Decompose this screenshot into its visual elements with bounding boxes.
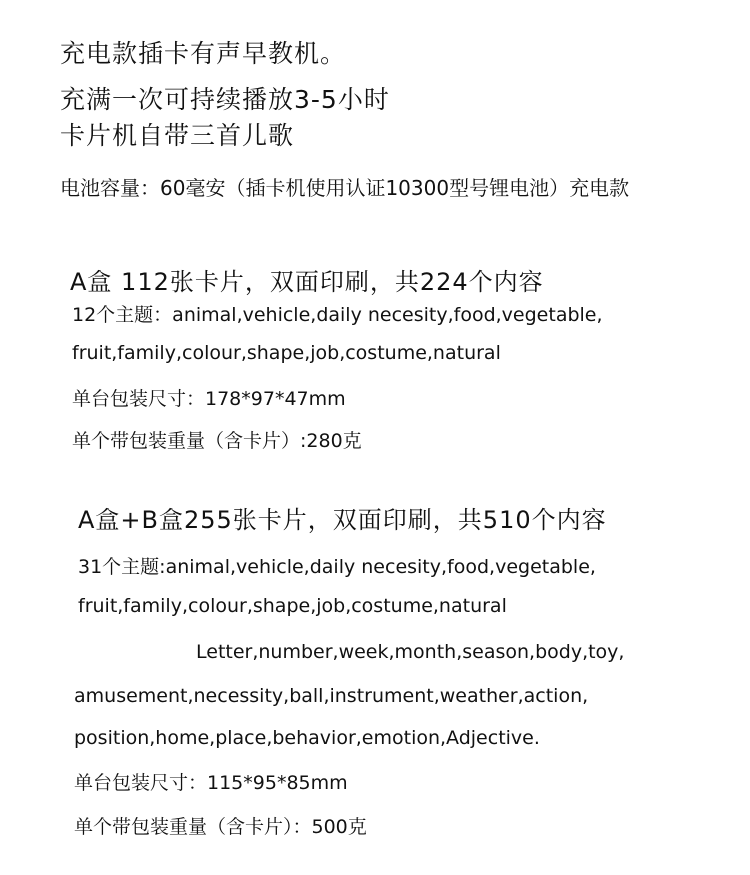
box-ab-size: 单台包装尺寸：115*95*85mm — [74, 772, 348, 794]
box-a-topics-2: fruit,family,colour,shape,job,costume,natural — [72, 342, 501, 364]
battery-capacity: 电池容量：60毫安（插卡机使用认证10300型号锂电池）充电款 — [60, 176, 630, 200]
box-ab-title: A盒+B盒255张卡片，双面印刷，共510个内容 — [78, 506, 607, 534]
box-a-title: A盒 112张卡片，双面印刷，共224个内容 — [70, 268, 544, 296]
box-ab-weight: 单个带包装重量（含卡片）：500克 — [74, 816, 367, 838]
box-a-weight: 单个带包装重量（含卡片）:280克 — [72, 430, 362, 452]
box-ab-topics-2: fruit,family,colour,shape,job,costume,natural — [78, 595, 507, 617]
box-a-topics-1: 12个主题：animal,vehicle,daily necesity,food,vegetable, — [72, 304, 603, 326]
box-a-size: 单台包装尺寸：178*97*47mm — [72, 388, 346, 410]
intro-line-2: 充满一次可持续播放3-5小时 — [60, 85, 390, 114]
box-ab-topics-3: Letter,number,week,month,season,body,toy, — [196, 641, 625, 663]
box-ab-topics-5: position,home,place,behavior,emotion,Adjective. — [74, 727, 540, 749]
intro-line-3: 卡片机自带三首儿歌 — [60, 121, 295, 150]
intro-line-1: 充电款插卡有声早教机。 — [60, 39, 347, 68]
box-ab-topics-1: 31个主题:animal,vehicle,daily necesity,food,vegetable, — [78, 556, 596, 578]
box-ab-topics-4: amusement,necessity,ball,instrument,weather,action, — [74, 685, 589, 707]
